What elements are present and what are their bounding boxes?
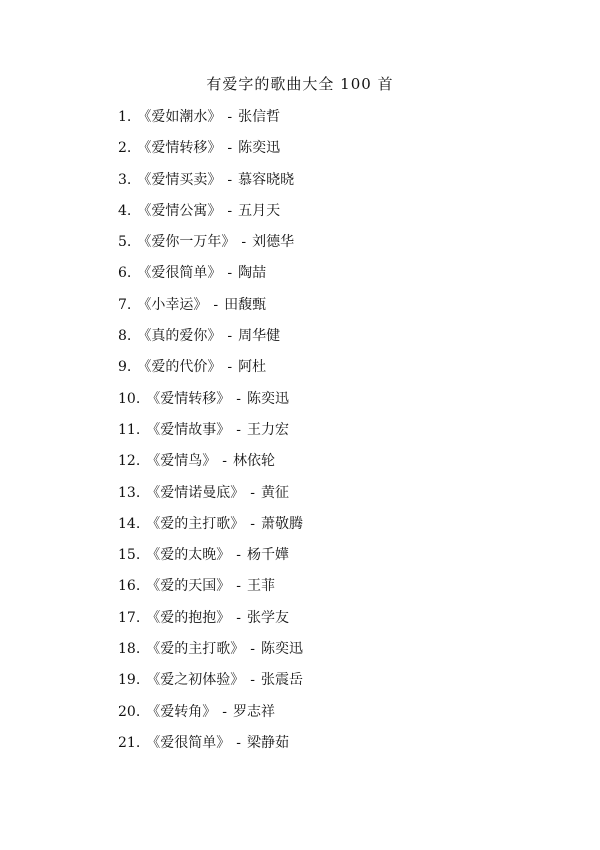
song-number: 4. (118, 202, 132, 219)
song-list-item (118, 544, 303, 575)
song-artist: 黄征 (261, 484, 289, 501)
song-title: 《爱你一万年》 (137, 234, 236, 251)
song-separator: - (236, 547, 241, 564)
song-list-item (118, 732, 303, 763)
song-artist: 慕容晓晓 (238, 171, 295, 188)
song-artist: 张信哲 (238, 109, 281, 125)
song-number: 16. (118, 578, 141, 595)
song-separator: - (227, 328, 233, 345)
song-artist: 张震岳 (261, 672, 303, 689)
song-title: 《爱情转移》 (137, 140, 222, 157)
song-title: 《爱很简单》 (137, 265, 222, 282)
song-separator: - (227, 140, 233, 157)
song-title: 《爱的天国》 (146, 578, 231, 595)
song-number: 18. (118, 641, 141, 658)
song-list-item (118, 356, 303, 387)
song-number: 12. (118, 453, 141, 470)
song-title: 《爱之初体验》 (146, 672, 245, 689)
song-list-item (118, 262, 303, 293)
song-title: 《爱的太晚》 (146, 547, 231, 564)
song-artist: 阿杜 (238, 359, 267, 376)
song-list-item (118, 450, 303, 481)
song-list-item (118, 419, 303, 450)
song-list-item (118, 701, 303, 732)
song-title: 《爱的主打歌》 (146, 641, 245, 658)
song-number: 15. (118, 547, 141, 564)
song-artist: 罗志祥 (233, 703, 275, 720)
song-list-item (118, 575, 303, 606)
song-number: 21. (118, 734, 141, 751)
song-number: 1. (118, 109, 132, 125)
song-separator: - (227, 265, 233, 282)
song-artist: 林依轮 (233, 453, 275, 470)
song-artist: 陈奕迅 (238, 140, 281, 157)
song-artist: 陈奕迅 (247, 390, 289, 407)
song-list-item (118, 482, 303, 513)
song-list-item (118, 607, 303, 638)
song-number: 17. (118, 609, 141, 626)
song-separator: - (250, 515, 255, 532)
song-title: 《爱情买卖》 (137, 171, 222, 188)
song-artist: 周华健 (238, 328, 281, 345)
song-number: 5. (118, 234, 132, 251)
song-artist: 王力宏 (247, 421, 289, 438)
song-list-item (118, 200, 303, 231)
song-separator: - (222, 453, 227, 470)
song-separator: - (236, 609, 241, 626)
song-list-item (118, 388, 303, 419)
song-separator: - (241, 234, 247, 251)
song-number: 8. (118, 328, 132, 345)
song-artist: 田馥甄 (224, 296, 267, 313)
song-number: 7. (118, 296, 132, 313)
song-list-item (118, 106, 303, 137)
song-list-item (118, 669, 303, 700)
song-separator: - (227, 359, 233, 376)
song-list-item (118, 231, 303, 262)
song-separator: - (250, 672, 255, 689)
song-artist: 刘德华 (252, 234, 295, 251)
song-title: 《爱的代价》 (137, 359, 222, 376)
song-title: 《真的爱你》 (137, 328, 222, 345)
song-title: 《小幸运》 (137, 296, 208, 313)
song-number: 19. (118, 672, 141, 689)
song-list-item (118, 638, 303, 669)
song-title: 《爱情鸟》 (146, 453, 217, 470)
song-list-item (118, 513, 303, 544)
song-separator: - (227, 109, 233, 125)
song-separator: - (213, 296, 219, 313)
song-artist: 王菲 (247, 578, 275, 595)
song-title: 《爱情公寓》 (137, 202, 222, 219)
song-number: 6. (118, 265, 132, 282)
song-title: 《爱很简单》 (146, 734, 231, 751)
song-number: 2. (118, 140, 132, 157)
song-separator: - (236, 578, 241, 595)
song-title: 《爱情转移》 (146, 390, 231, 407)
song-list-item (118, 325, 303, 356)
song-artist: 梁静茹 (247, 734, 289, 751)
song-separator: - (236, 421, 241, 438)
song-separator: - (222, 703, 227, 720)
song-number: 10. (118, 390, 141, 407)
song-artist: 陶喆 (238, 265, 267, 282)
song-separator: - (227, 171, 233, 188)
song-artist: 杨千嬅 (247, 547, 289, 564)
song-title: 《爱转角》 (146, 703, 217, 720)
document-title: 有爱字的歌曲大全 100 首 (206, 75, 394, 93)
song-artist: 五月天 (238, 202, 281, 219)
song-artist: 萧敬腾 (261, 515, 303, 532)
song-number: 11. (118, 421, 141, 438)
song-separator: - (236, 734, 241, 751)
song-separator: - (250, 484, 255, 501)
song-title: 《爱的主打歌》 (146, 515, 245, 532)
song-number: 20. (118, 703, 141, 720)
song-number: 14. (118, 515, 141, 532)
song-title: 《爱情诺曼底》 (146, 484, 245, 501)
song-list (118, 106, 303, 763)
song-title: 《爱情故事》 (146, 421, 231, 438)
song-separator: - (236, 390, 241, 407)
song-title: 《爱的抱抱》 (146, 609, 231, 626)
song-number: 3. (118, 171, 132, 188)
song-list-item (118, 294, 303, 325)
song-artist: 陈奕迅 (261, 641, 303, 658)
song-separator: - (227, 202, 233, 219)
song-artist: 张学友 (247, 609, 289, 626)
song-list-item (118, 137, 303, 168)
song-number: 9. (118, 359, 132, 376)
song-title: 《爱如潮水》 (137, 109, 222, 125)
song-number: 13. (118, 484, 141, 501)
song-separator: - (250, 641, 255, 658)
song-list-item (118, 169, 303, 200)
